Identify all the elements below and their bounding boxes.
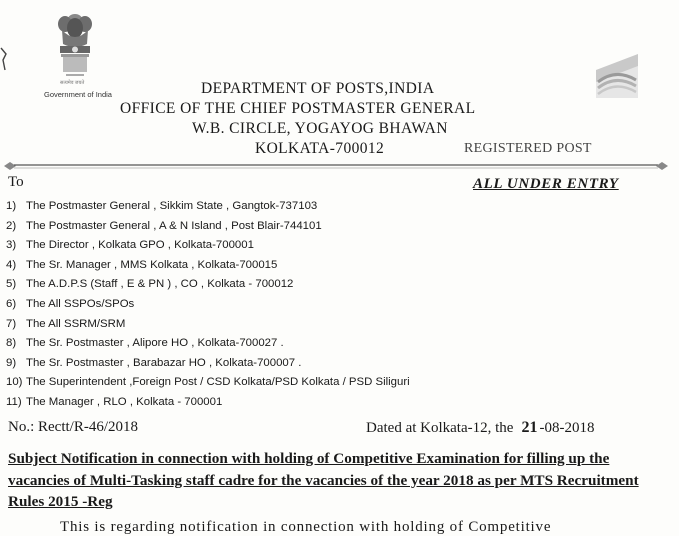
date-day: 21 — [521, 419, 538, 436]
header-divider — [4, 160, 668, 172]
date-line — [366, 419, 594, 437]
addressee-text: The Postmaster General , Sikkim State , Gangtok-737103 — [26, 200, 318, 212]
addressee-list — [6, 197, 410, 413]
item-number: 4) — [6, 258, 17, 271]
addressee-text: The Director , Kolkata GPO , Kolkata-700001 — [26, 239, 254, 252]
addressee-text: The Manager , RLO , Kolkata - 700001 — [26, 395, 223, 408]
list-item — [6, 315, 410, 335]
addressee-text: The A.D.P.S (Staff , E & PN ) , CO , Kolkata - 700012 — [26, 278, 294, 291]
body-paragraph: This is regarding notification in connection with holding of Competitive — [60, 519, 552, 535]
item-number: 3) — [6, 239, 17, 252]
state-emblem-icon — [52, 10, 98, 88]
addressee-text: The Superintendent ,Foreign Post / CSD Kolkata/PSD Kolkata / PSD Siliguri — [26, 376, 410, 389]
list-item — [6, 373, 410, 393]
to-label: To — [8, 174, 24, 190]
date-prefix: Dated at Kolkata-12, the — [366, 420, 514, 436]
item-number: 7) — [6, 317, 17, 330]
item-number: 8) — [6, 337, 17, 350]
addressee-text: The All SSPOs/SPOs — [26, 297, 135, 310]
addressee-text: The Sr. Manager , MMS Kolkata , Kolkata-700015 — [26, 258, 278, 271]
addressee-text: The Postmaster General , A & N Island , Post Blair-744101 — [26, 219, 322, 232]
item-number: 5) — [6, 278, 17, 291]
addressee-text: The Sr. Postmaster , Alipore HO , Kolkata-700027 . — [26, 337, 284, 350]
office-title: OFFICE OF THE CHIEF POSTMASTER GENERAL — [120, 100, 476, 117]
reference-number: No.: Rectt/R-46/2018 — [8, 419, 138, 435]
list-item — [6, 393, 410, 413]
list-item — [6, 334, 410, 354]
emblem-motto: सत्यमेव जयते — [60, 81, 85, 86]
item-number: 2) — [6, 219, 17, 232]
india-post-logo-icon — [594, 52, 640, 100]
addressee-text: The All SSRM/SRM — [26, 317, 126, 330]
subject-line: Subject Notification in connection with holding of Competitive Examination for filling up the vacancies of Multi-Tasking staff cadre for the vacancies of the year 2018 as per MTS Recruitment Rules 2015 -Reg — [8, 450, 639, 510]
date-rest: -08-2018 — [539, 420, 595, 436]
city-title: KOLKATA-700012 — [255, 140, 385, 157]
department-title: DEPARTMENT OF POSTS,INDIA — [201, 80, 435, 97]
list-item — [6, 217, 410, 237]
list-item — [6, 275, 410, 295]
all-under-entry-label: ALL UNDER ENTRY — [473, 176, 619, 192]
item-number: 11) — [6, 395, 22, 408]
list-item — [6, 197, 410, 217]
addressee-text: The Sr. Postmaster , Barabazar HO , Kolkata-700007 . — [26, 356, 302, 369]
list-item — [6, 295, 410, 315]
item-number: 9) — [6, 356, 17, 369]
registered-post-label: REGISTERED POST — [464, 141, 592, 156]
list-item — [6, 236, 410, 256]
list-item — [6, 354, 410, 374]
circle-title: W.B. CIRCLE, YOGAYOG BHAWAN — [192, 120, 448, 137]
item-number: 10) — [6, 376, 23, 389]
item-number: 6) — [6, 297, 17, 310]
item-number: 1) — [6, 200, 17, 212]
list-item — [6, 256, 410, 276]
punch-mark — [0, 46, 8, 72]
government-caption: Government of India — [44, 90, 112, 99]
